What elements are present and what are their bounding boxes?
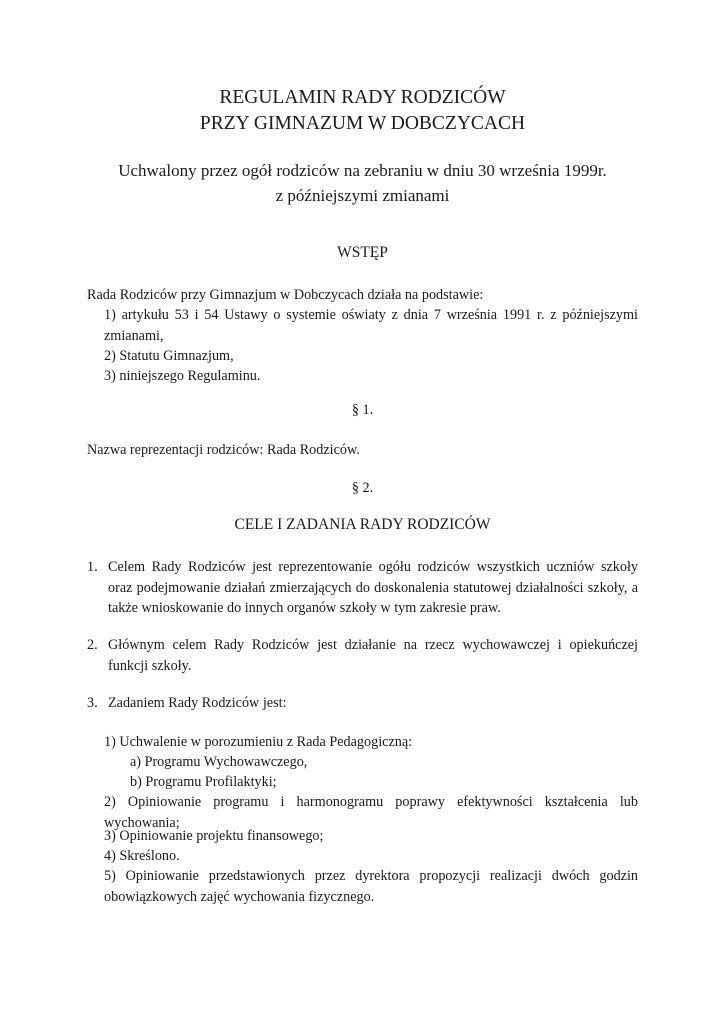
section-2-mark: § 2. xyxy=(351,480,374,496)
document-title xyxy=(0,85,725,137)
task-5: 5) Opiniowanie przedstawionych przez dyrektora propozycji realizacji dwóch godzin obowiązkowych zajęć wychowania fizycznego. xyxy=(104,868,638,905)
point-2-number: 2. xyxy=(87,637,98,653)
point-2-text: Głównym celem Rady Rodziców jest działanie na rzecz wychowawczej i opiekuńczej funkcji szkoły. xyxy=(108,637,638,674)
task-3: 3) Opiniowanie projektu finansowego; xyxy=(104,828,324,844)
section-1-text: Nazwa reprezentacji rodziców: Rada Rodziców. xyxy=(87,442,360,458)
point-3-number: 3. xyxy=(87,695,98,711)
task-1a: a) Programu Wychowawczego, xyxy=(130,754,308,770)
intro-lead: Rada Rodziców przy Gimnazjum w Dobczycach działa na podstawie: xyxy=(87,287,484,303)
subtitle-line-1: Uchwalony przez ogół rodziców na zebraniu w dniu 30 września 1999r. xyxy=(118,161,607,180)
section-1-mark: § 1. xyxy=(351,402,374,418)
task-4: 4) Skreślono. xyxy=(104,848,180,864)
task-1b: b) Programu Profilaktyki; xyxy=(130,774,277,790)
document-subtitle xyxy=(0,158,725,208)
point-1-text: Celem Rady Rodziców jest reprezentowanie ogółu rodziców wszystkich uczniów szkoły oraz podejmowanie działań zmierzających do doskonalenia statutowej działalności szkoły, a także wnioskowanie do innych organów szkoły w tym zakresie praw. xyxy=(108,559,638,616)
task-2: 2) Opiniowanie programu i harmonogramu poprawy efektywności kształcenia lub wychowania; xyxy=(104,794,638,831)
point-1-number: 1. xyxy=(87,559,98,575)
title-line-1: REGULAMIN RADY RODZICÓW xyxy=(219,87,506,108)
subtitle-line-2: z późniejszymi zmianami xyxy=(275,186,450,205)
intro-item-3: 3) niniejszego Regulaminu. xyxy=(104,368,261,384)
intro-item-2: 2) Statutu Gimnazjum, xyxy=(104,348,234,364)
intro-item-1: 1) artykułu 53 i 54 Ustawy o systemie oświaty z dnia 7 września 1991 r. z późniejszymi zmianami, xyxy=(104,307,638,344)
title-line-2: PRZY GIMNAZUM W DOBCZYCACH xyxy=(199,113,526,134)
intro-heading: WSTĘP xyxy=(337,244,388,261)
point-3-text: Zadaniem Rady Rodziców jest: xyxy=(108,695,287,711)
task-1: 1) Uchwalenie w porozumieniu z Rada Pedagogiczną: xyxy=(104,734,413,750)
section-2-heading: CELE I ZADANIA RADY RODZICÓW xyxy=(234,516,491,533)
